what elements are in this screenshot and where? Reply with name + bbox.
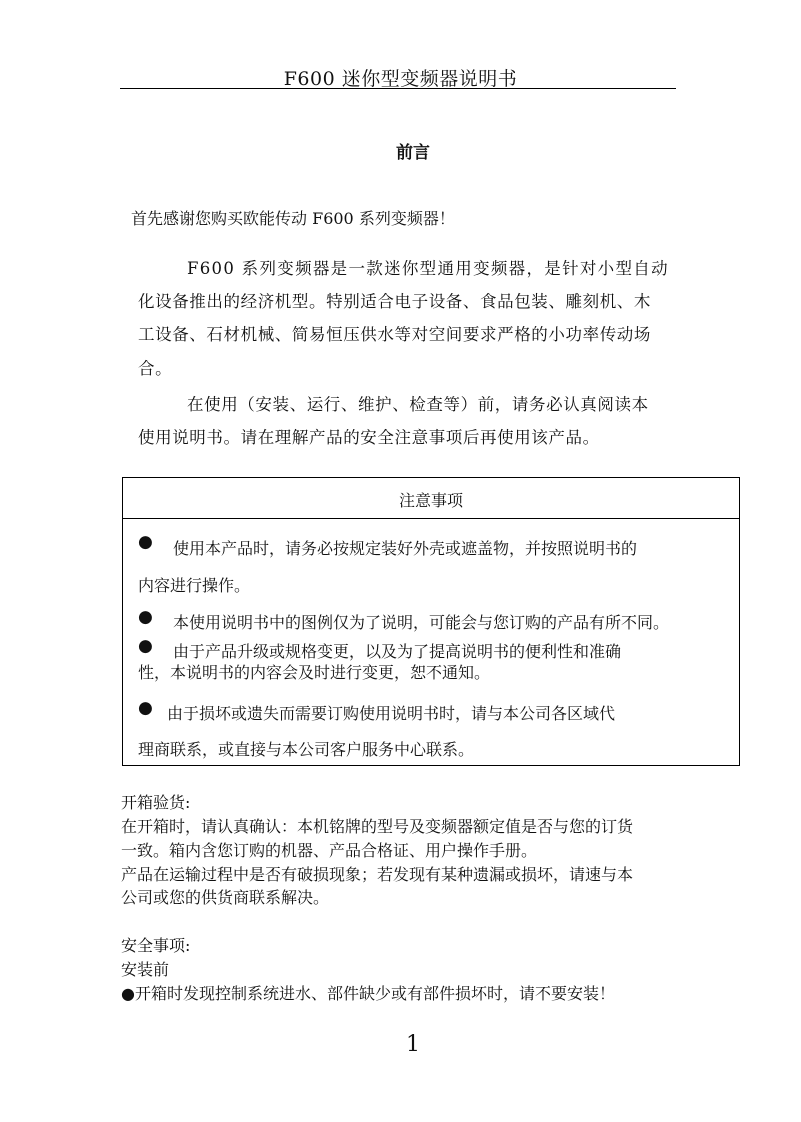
notice-item-1-line-1: 使用本产品时，请务必按规定装好外壳或遮盖物，并按照说明书的 bbox=[173, 539, 638, 558]
unpacking-line-3: 产品在运输过程中是否有破损现象；若发现有某种遗漏或损坏，请速与本 bbox=[121, 865, 634, 884]
document-header-title: F600 迷你型变频器说明书 bbox=[283, 68, 518, 90]
header-rule bbox=[120, 88, 676, 89]
unpacking-line-4: 公司或您的供货商联系解决。 bbox=[121, 888, 330, 907]
thanks-line: 首先感谢您购买欧能传动 F600 系列变频器！ bbox=[131, 209, 455, 228]
usage-line-1: 在使用（安装、运行、维护、检查等）前，请务必认真阅读本 bbox=[187, 395, 649, 414]
bullet-icon: ● bbox=[138, 698, 153, 718]
intro-line-3: 工设备、石材机械、简易恒压供水等对空间要求严格的小功率传动场 bbox=[138, 325, 651, 344]
bullet-icon: ● bbox=[138, 532, 153, 552]
unpacking-title: 开箱验货: bbox=[121, 793, 191, 812]
usage-line-2: 使用说明书。请在理解产品的安全注意事项后再使用该产品。 bbox=[138, 428, 600, 447]
notice-title: 注意事项 bbox=[398, 491, 463, 510]
page-number: 1 bbox=[406, 1032, 420, 1057]
notice-item-2-line-1: 本使用说明书中的图例仅为了说明，可能会与您订购的产品有所不同。 bbox=[173, 613, 670, 632]
notice-divider bbox=[122, 518, 740, 519]
notice-item-1-line-2: 内容进行操作。 bbox=[138, 576, 251, 595]
unpacking-line-1: 在开箱时，请认真确认：本机铭牌的型号及变频器额定值是否与您的订货 bbox=[121, 817, 634, 836]
bullet-icon: ● bbox=[138, 607, 153, 627]
intro-line-1: F600 系列变频器是一款迷你型通用变频器，是针对小型自动 bbox=[187, 259, 669, 278]
notice-item-4-line-2: 理商联系，或直接与本公司客户服务中心联系。 bbox=[138, 740, 475, 759]
preface-title: 前言 bbox=[396, 143, 430, 163]
notice-item-3-line-2: 性，本说明书的内容会及时进行变更，恕不通知。 bbox=[138, 663, 491, 682]
safety-title: 安全事项: bbox=[121, 936, 191, 955]
unpacking-line-2: 一致。箱内含您订购的机器、产品合格证、用户操作手册。 bbox=[121, 841, 538, 860]
safety-item-1: ●开箱时发现控制系统进水、部件缺少或有部件损坏时，请不要安装！ bbox=[121, 984, 615, 1003]
notice-item-3-line-1: 由于产品升级或规格变更，以及为了提高说明书的便利性和准确 bbox=[173, 642, 622, 661]
safety-subtitle: 安装前 bbox=[121, 960, 170, 979]
intro-line-4: 合。 bbox=[138, 359, 173, 378]
notice-item-4-line-1: 由于损坏或遗失而需要订购使用说明书时，请与本公司各区域代 bbox=[167, 704, 616, 723]
bullet-icon: ● bbox=[138, 636, 153, 656]
intro-line-2: 化设备推出的经济机型。特别适合电子设备、食品包装、雕刻机、木 bbox=[138, 292, 651, 311]
